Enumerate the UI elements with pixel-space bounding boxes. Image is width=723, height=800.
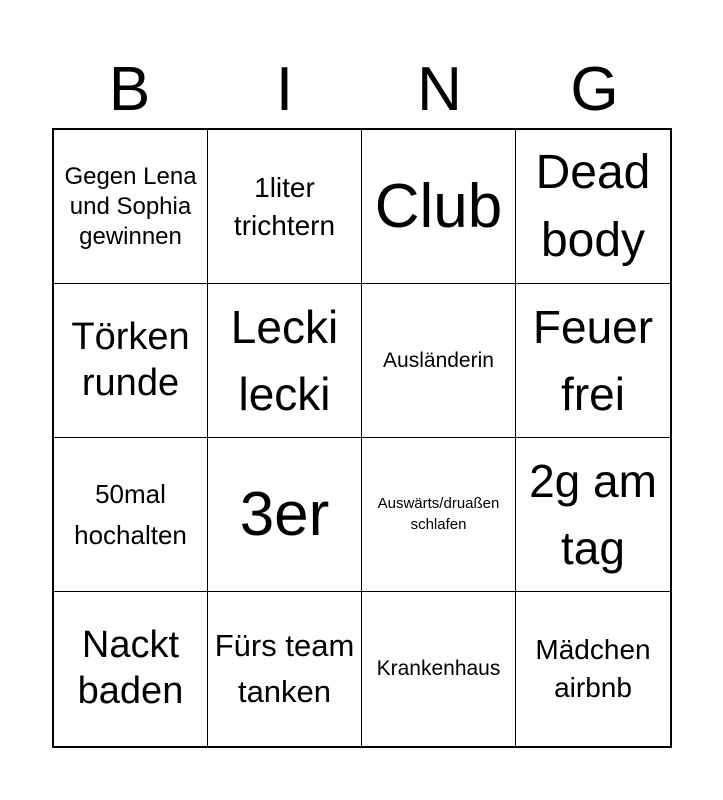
bingo-cell-r2c4[interactable] xyxy=(516,284,670,438)
cell-text: Ausländerin xyxy=(383,348,494,372)
cell-text: Gegen Lena und Sophia gewinnen xyxy=(64,162,197,250)
bingo-cell-r2c2[interactable] xyxy=(208,284,362,438)
cell-text: 3er xyxy=(239,479,330,549)
header-letter-g: G xyxy=(570,55,619,124)
cell-text: Auswärts/druaßen schlafen xyxy=(377,495,500,533)
bingo-header xyxy=(52,52,672,128)
bingo-cell-r1c2[interactable] xyxy=(208,130,362,284)
cell-text: Dead body xyxy=(535,146,651,267)
bingo-cell-r1c3[interactable] xyxy=(362,130,516,284)
bingo-cell-r3c3[interactable] xyxy=(362,438,516,592)
cell-text: Lecki lecki xyxy=(230,300,339,420)
bingo-cell-r4c3[interactable] xyxy=(362,592,516,746)
cell-text: Krankenhaus xyxy=(376,657,501,681)
cell-text: Club xyxy=(374,171,503,241)
cell-text: 50mal hochalten xyxy=(74,479,187,550)
header-letter-b: B xyxy=(108,55,151,124)
bingo-cell-r2c3[interactable] xyxy=(362,284,516,438)
bingo-cell-r1c1[interactable] xyxy=(54,130,208,284)
cell-text: Nackt baden xyxy=(77,624,184,712)
bingo-cell-r4c2[interactable] xyxy=(208,592,362,746)
header-letter-i: I xyxy=(275,55,294,124)
bingo-cell-r3c4[interactable] xyxy=(516,438,670,592)
cell-text: Mädchen airbnb xyxy=(535,634,651,703)
bingo-cell-r3c1[interactable] xyxy=(54,438,208,592)
cell-text: 1liter trichtern xyxy=(233,171,336,241)
cell-text: 2g am tag xyxy=(529,454,657,574)
bingo-cell-r3c2[interactable] xyxy=(208,438,362,592)
cell-text: Feuer frei xyxy=(532,300,654,420)
bingo-cell-r4c4[interactable] xyxy=(516,592,670,746)
cell-text: Fürs team tanken xyxy=(214,627,355,709)
bingo-cell-r1c4[interactable] xyxy=(516,130,670,284)
bingo-cell-r2c1[interactable] xyxy=(54,284,208,438)
cell-text: Törken runde xyxy=(71,315,190,404)
header-letter-n: N xyxy=(417,55,462,124)
bingo-cell-r4c1[interactable] xyxy=(54,592,208,746)
bingo-board xyxy=(52,128,672,748)
